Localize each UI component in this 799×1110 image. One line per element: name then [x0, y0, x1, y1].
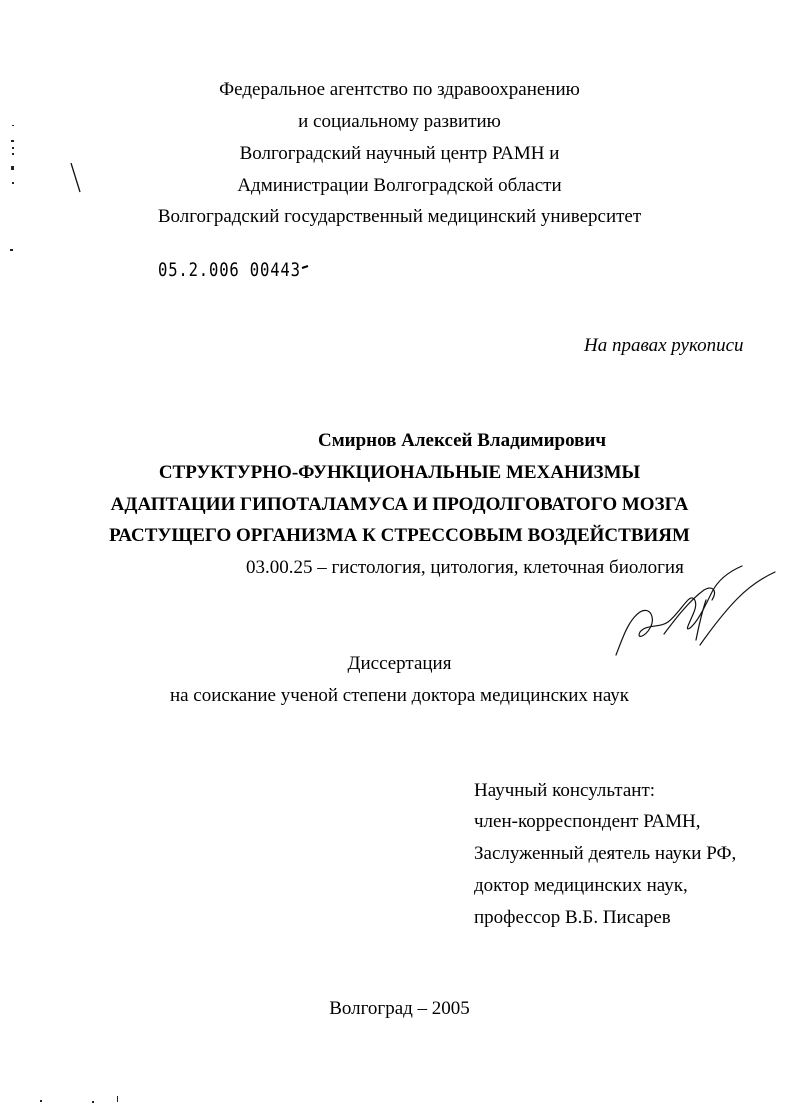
scan-margin-marks [10, 125, 118, 1103]
header-line-university: Волгоградский государственный медицинский университет [157, 206, 642, 227]
scan-dot [92, 1101, 94, 1103]
header-line-administration: Администрации Волгоградской области [237, 175, 562, 196]
header-line-development: и социальному развитию [298, 111, 501, 132]
specialty-code: 03.00.25 – гистология, цитология, клеточная биология [246, 557, 684, 578]
header-line-research-center: Волгоградский научный центр РАМН и [239, 143, 560, 164]
title-line-2: АДАПТАЦИИ ГИПОТАЛАМУСА И ПРОДОЛГОВАТОГО МОЗГА [110, 494, 689, 515]
degree-purpose: на соискание ученой степени доктора медицинских наук [169, 685, 630, 706]
stamp-dash-mark [302, 266, 308, 268]
registration-stamp-number: 05.2.006 00443 [158, 259, 301, 281]
header-line-agency: Федеральное агентство по здравоохранению [219, 79, 580, 100]
title-line-1: СТРУКТУРНО-ФУНКЦИОНАЛЬНЫЕ МЕХАНИЗМЫ [158, 462, 641, 483]
signature [616, 566, 775, 655]
signature-stroke-loop [664, 588, 714, 634]
title-line-3: РАСТУЩЕГО ОРГАНИЗМА К СТРЕССОВЫМ ВОЗДЕЙСТВИЯМ [109, 525, 690, 546]
place-year: Волгоград – 2005 [329, 998, 470, 1019]
signature-stroke-tail [700, 572, 775, 645]
scan-dot [11, 140, 14, 142]
rights-note: На правах рукописи [584, 335, 744, 356]
degree-type: Диссертация [347, 653, 452, 674]
scan-dot [40, 1100, 42, 1102]
consultant-line-degree: доктор медицинских наук, [474, 875, 688, 896]
signature-stroke-main [616, 566, 742, 655]
consultant-heading: Научный консультант: [474, 780, 656, 801]
scan-dot [10, 249, 13, 251]
consultant-line-academy: член-корреспондент РАМН, [474, 811, 701, 832]
consultant-line-name: профессор В.Б. Писарев [474, 907, 671, 928]
scan-dot [11, 166, 14, 170]
consultant-line-honored: Заслуженный деятель науки РФ, [474, 843, 737, 864]
author-name: Смирнов Алексей Владимирович [318, 430, 607, 451]
signature-stroke-vertical [696, 600, 706, 640]
scan-dot [117, 1096, 118, 1102]
